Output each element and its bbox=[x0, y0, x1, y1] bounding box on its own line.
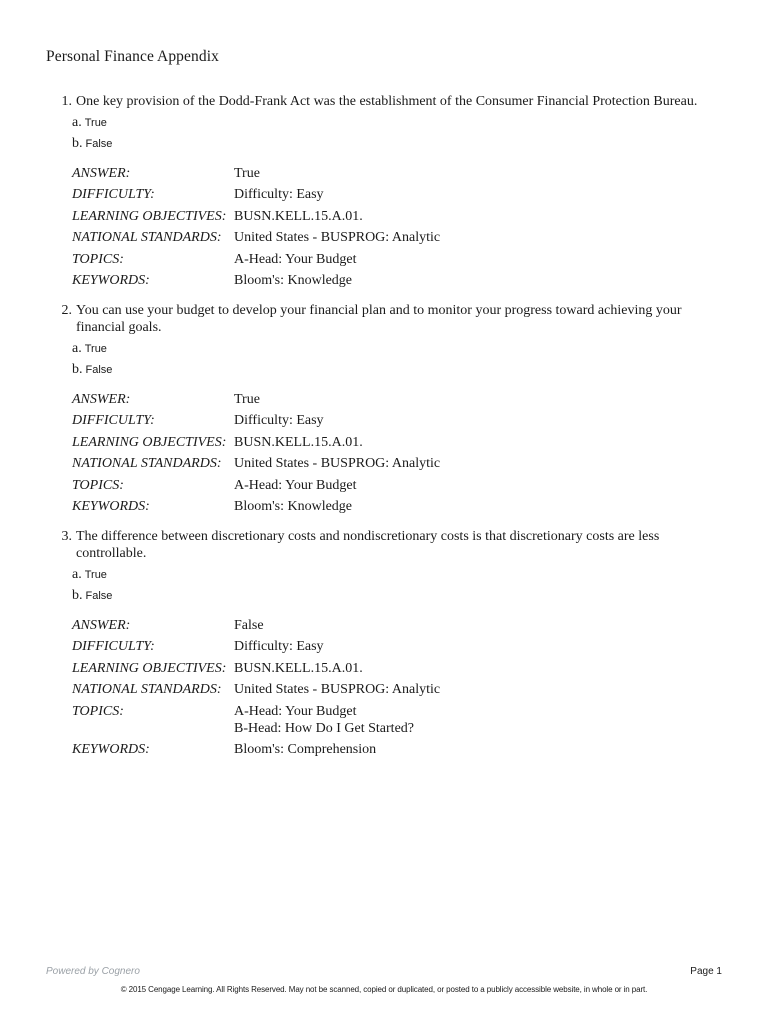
keywords-value: Bloom's: Knowledge bbox=[234, 273, 353, 289]
topics-label: TOPICS: bbox=[72, 477, 124, 493]
learning-objectives-label: LEARNING OBJECTIVES: bbox=[72, 434, 227, 450]
choice-list bbox=[72, 338, 728, 380]
question-number: 1. bbox=[61, 94, 72, 109]
page-title: Personal Finance Appendix bbox=[46, 48, 219, 65]
choice-b bbox=[72, 359, 728, 380]
difficulty-value: Difficulty: Easy bbox=[234, 187, 324, 203]
difficulty-value: Difficulty: Easy bbox=[234, 639, 324, 655]
choice-a bbox=[72, 112, 728, 133]
topics-row bbox=[72, 475, 728, 496]
national-standards-row bbox=[72, 679, 728, 700]
topics-row bbox=[72, 701, 728, 739]
choice-text: True bbox=[84, 117, 107, 129]
question-1 bbox=[48, 93, 728, 291]
answer-label: ANSWER: bbox=[72, 392, 131, 407]
choice-letter: a. bbox=[72, 115, 82, 130]
learning-objectives-label: LEARNING OBJECTIVES: bbox=[72, 660, 227, 676]
difficulty-value: Difficulty: Easy bbox=[234, 413, 324, 429]
choice-letter: b. bbox=[72, 362, 83, 377]
learning-objectives-value: BUSN.KELL.15.A.01. bbox=[234, 660, 363, 676]
choice-b bbox=[72, 585, 728, 606]
question-3 bbox=[48, 528, 728, 760]
question-number: 3. bbox=[61, 529, 72, 544]
choice-text: False bbox=[85, 590, 113, 602]
powered-by-text: Powered by Cognero bbox=[46, 966, 140, 977]
keywords-value: Bloom's: Knowledge bbox=[234, 499, 353, 515]
keywords-label: KEYWORDS: bbox=[72, 741, 150, 757]
question-2 bbox=[48, 302, 728, 517]
choice-letter: a. bbox=[72, 567, 82, 582]
difficulty-row bbox=[72, 410, 728, 431]
national-standards-row bbox=[72, 453, 728, 474]
keywords-label: KEYWORDS: bbox=[72, 499, 150, 515]
page-number: Page 1 bbox=[690, 966, 722, 977]
national-standards-value: United States - BUSPROG: Analytic bbox=[234, 682, 441, 698]
answer-label: ANSWER: bbox=[72, 618, 131, 633]
choice-list bbox=[72, 564, 728, 606]
keywords-label: KEYWORDS: bbox=[72, 273, 150, 289]
difficulty-label: DIFFICULTY: bbox=[72, 187, 155, 203]
metadata-table bbox=[72, 163, 728, 291]
difficulty-row bbox=[72, 184, 728, 205]
metadata-table bbox=[72, 389, 728, 517]
question-text: One key provision of the Dodd-Frank Act was the establishment of the Consumer Financial Protection Bureau. bbox=[76, 94, 698, 109]
choice-b bbox=[72, 133, 728, 154]
national-standards-value: United States - BUSPROG: Analytic bbox=[234, 230, 441, 246]
topics-label: TOPICS: bbox=[72, 703, 124, 719]
national-standards-label: NATIONAL STANDARDS: bbox=[72, 682, 222, 698]
choice-letter: b. bbox=[72, 136, 83, 151]
national-standards-label: NATIONAL STANDARDS: bbox=[72, 456, 222, 472]
answer-value: True bbox=[234, 166, 260, 181]
topics-value bbox=[234, 703, 728, 737]
choice-letter: a. bbox=[72, 341, 82, 356]
choice-text: True bbox=[84, 343, 107, 355]
answer-label: ANSWER: bbox=[72, 166, 131, 181]
question-text: You can use your budget to develop your financial plan and to monitor your progress toward achieving your financial goals. bbox=[76, 303, 682, 335]
answer-value: False bbox=[234, 618, 264, 633]
topics-value: A-Head: Your Budget bbox=[234, 251, 357, 267]
copyright-notice: © 2015 Cengage Learning. All Rights Reserved. May not be scanned, copied or duplicated, or posted to a publicly accessible website, in whole or in part. bbox=[120, 985, 648, 994]
difficulty-row bbox=[72, 636, 728, 657]
question-text-row bbox=[48, 528, 728, 562]
difficulty-label: DIFFICULTY: bbox=[72, 413, 155, 429]
learning-objectives-row bbox=[72, 206, 728, 227]
national-standards-label: NATIONAL STANDARDS: bbox=[72, 230, 222, 246]
question-text-row bbox=[48, 302, 728, 336]
learning-objectives-value: BUSN.KELL.15.A.01. bbox=[234, 208, 363, 224]
question-text-row bbox=[48, 93, 728, 110]
topics-row bbox=[72, 249, 728, 270]
choice-a bbox=[72, 564, 728, 585]
keywords-row bbox=[72, 739, 728, 760]
learning-objectives-label: LEARNING OBJECTIVES: bbox=[72, 208, 227, 224]
answer-row bbox=[72, 163, 728, 184]
answer-row bbox=[72, 615, 728, 636]
keywords-value: Bloom's: Comprehension bbox=[234, 741, 377, 757]
choice-list bbox=[72, 112, 728, 154]
answer-value: True bbox=[234, 392, 260, 407]
choice-text: False bbox=[85, 138, 113, 150]
national-standards-row bbox=[72, 227, 728, 248]
topics-value: A-Head: Your Budget bbox=[234, 477, 357, 493]
question-number: 2. bbox=[61, 303, 72, 318]
topic-item: B-Head: How Do I Get Started? bbox=[234, 720, 415, 736]
keywords-row bbox=[72, 270, 728, 291]
choice-a bbox=[72, 338, 728, 359]
choice-text: True bbox=[84, 569, 107, 581]
question-text: The difference between discretionary costs and nondiscretionary costs is that discretionary costs are less controllable. bbox=[76, 529, 660, 561]
learning-objectives-row bbox=[72, 432, 728, 453]
metadata-table bbox=[72, 615, 728, 760]
keywords-row bbox=[72, 496, 728, 517]
difficulty-label: DIFFICULTY: bbox=[72, 639, 155, 655]
learning-objectives-value: BUSN.KELL.15.A.01. bbox=[234, 434, 363, 450]
national-standards-value: United States - BUSPROG: Analytic bbox=[234, 456, 441, 472]
answer-row bbox=[72, 389, 728, 410]
choice-text: False bbox=[85, 364, 113, 376]
topic-item: A-Head: Your Budget bbox=[234, 703, 357, 719]
topics-label: TOPICS: bbox=[72, 251, 124, 267]
choice-letter: b. bbox=[72, 588, 83, 603]
learning-objectives-row bbox=[72, 658, 728, 679]
